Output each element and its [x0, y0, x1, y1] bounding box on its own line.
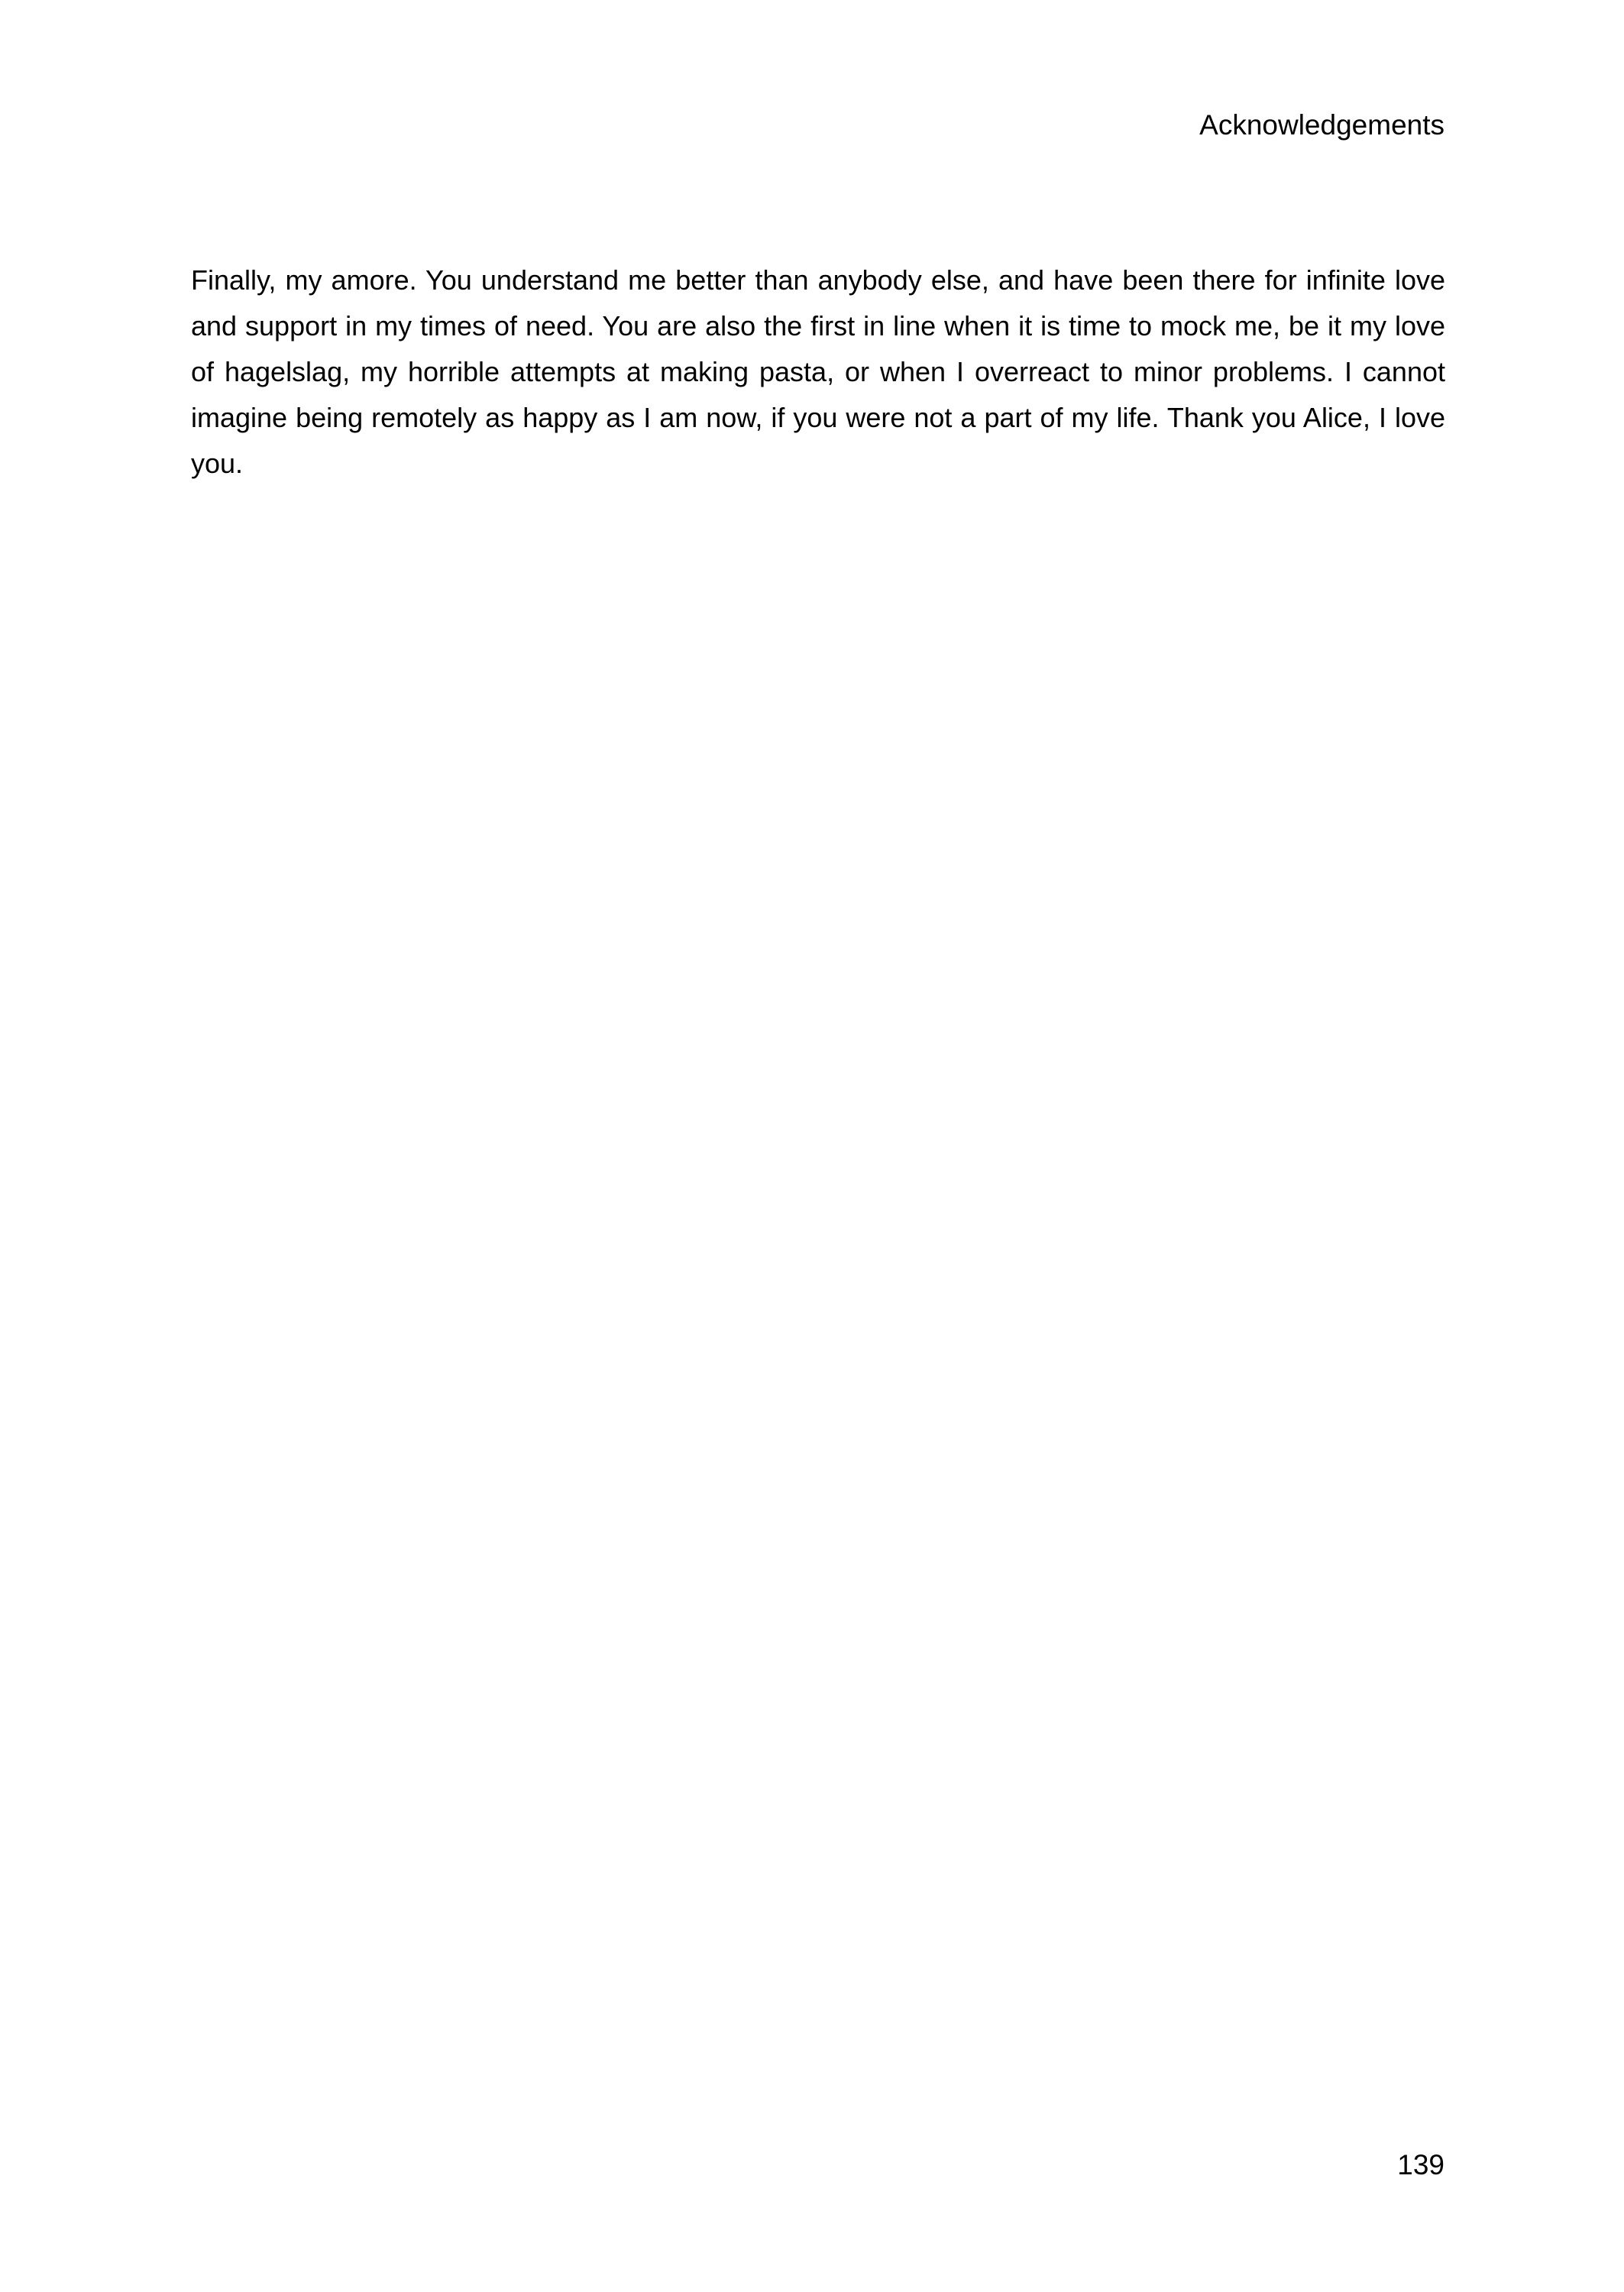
acknowledgement-paragraph: Finally, my amore. You understand me better than anybody else, and have been there for infinite love and support in my times of need. You are also the first in line when it is time to mock me, be it my love of hagelslag, my horrible attempts at making pasta, or when I overreact to minor problems. I cannot imagine being remotely as happy as I am now, if you were not a part of my life. Thank you Alice, I love you. [191, 264, 1445, 479]
page-number: 139 [1397, 2149, 1444, 2180]
running-header-title: Acknowledgements [1199, 109, 1444, 141]
